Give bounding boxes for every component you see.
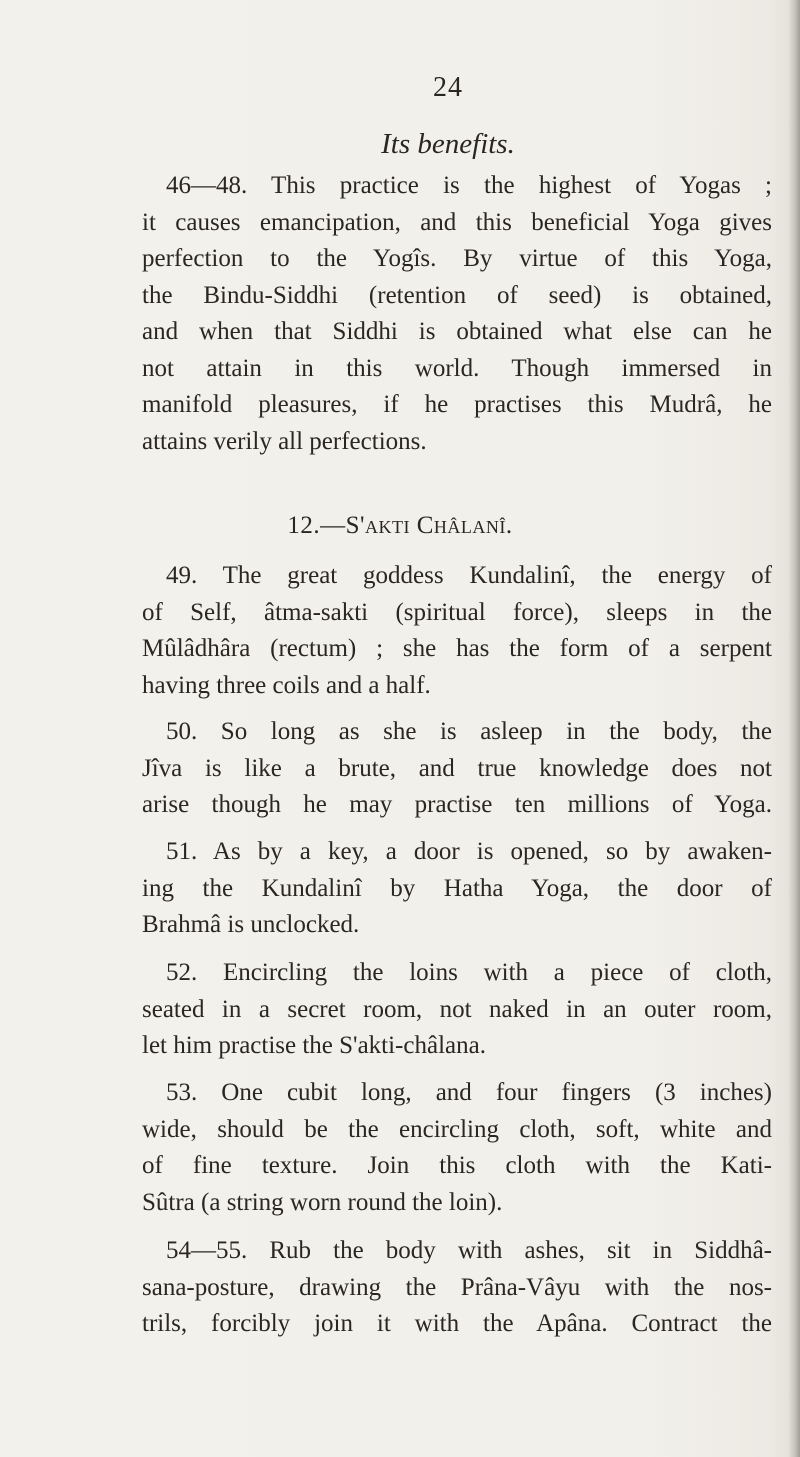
text-line: manifold pleasures, if he practises this Mudrâ, he: [142, 391, 772, 418]
chapter-subheading: 12.—S'akti Châlanî.: [287, 512, 513, 539]
text-line: the Bindu-Siddhi (retention of seed) is obtained,: [142, 281, 772, 309]
text-line: 46—48. This practice is the highest of Yogas ;: [166, 172, 772, 199]
text-line: perfection to the Yogîs. By virtue of this Yoga,: [142, 245, 772, 272]
text-line: let him practise the S'akti-châlana.: [142, 1032, 486, 1059]
text-line: wide, should be the encircling cloth, soft, white and: [142, 1115, 772, 1143]
paragraph-52: [142, 955, 772, 1065]
text-line: arise though he may practise ten millions of Yoga.: [142, 791, 772, 818]
text-line: Brahmâ is unclocked.: [142, 911, 360, 938]
page-number: 24: [433, 72, 463, 103]
text-line: trils, forcibly join it with the Apâna. Contract the: [142, 1310, 772, 1337]
text-line: seated in a secret room, not naked in an outer room,: [142, 995, 772, 1023]
text-line: it causes emancipation, and this beneficial Yoga gives: [142, 208, 772, 236]
text-line: 50. So long as she is asleep in the body, the: [166, 718, 772, 745]
text-line: 53. One cubit long, and four fingers (3 inches): [166, 1079, 772, 1106]
text-line: Jîva is like a brute, and true knowledge does not: [142, 754, 772, 782]
paragraph-50: [142, 714, 772, 824]
paragraph-54-55: [142, 1233, 772, 1343]
text-line: not attain in this world. Though immersed in: [142, 354, 772, 382]
text-line: of Self, âtma-sakti (spiritual force), sleeps in the: [142, 598, 772, 626]
paragraph-46-48: [142, 168, 772, 460]
text-line: Sûtra (a string worn round the loin).: [142, 1188, 503, 1216]
text-line: sana-posture, drawing the Prâna-Vâyu with the nos-: [142, 1273, 772, 1301]
paragraph-49: [142, 558, 772, 704]
text-line: 54—55. Rub the body with ashes, sit in Siddhâ-: [166, 1237, 772, 1264]
page-edge-shadow: [788, 0, 800, 1457]
paragraph-53: [142, 1075, 772, 1221]
text-line: and when that Siddhi is obtained what else can he: [142, 318, 772, 345]
text-line: 49. The great goddess Kundalinî, the energy of: [166, 562, 772, 589]
section-heading: Its benefits.: [381, 128, 515, 160]
text-line: Mûlâdhâra (rectum) ; she has the form of a serpent: [142, 635, 772, 662]
paragraph-51: [142, 834, 772, 944]
text-line: 51. As by a key, a door is opened, so by awaken-: [166, 838, 772, 865]
text-line: having three coils and a half.: [142, 671, 431, 699]
text-line: ing the Kundalinî by Hatha Yoga, the door of: [142, 874, 772, 902]
text-line: of fine texture. Join this cloth with the Kati-: [142, 1152, 772, 1179]
text-line: 52. Encircling the loins with a piece of cloth,: [166, 959, 772, 986]
text-line: attains verily all perfections.: [142, 427, 427, 455]
